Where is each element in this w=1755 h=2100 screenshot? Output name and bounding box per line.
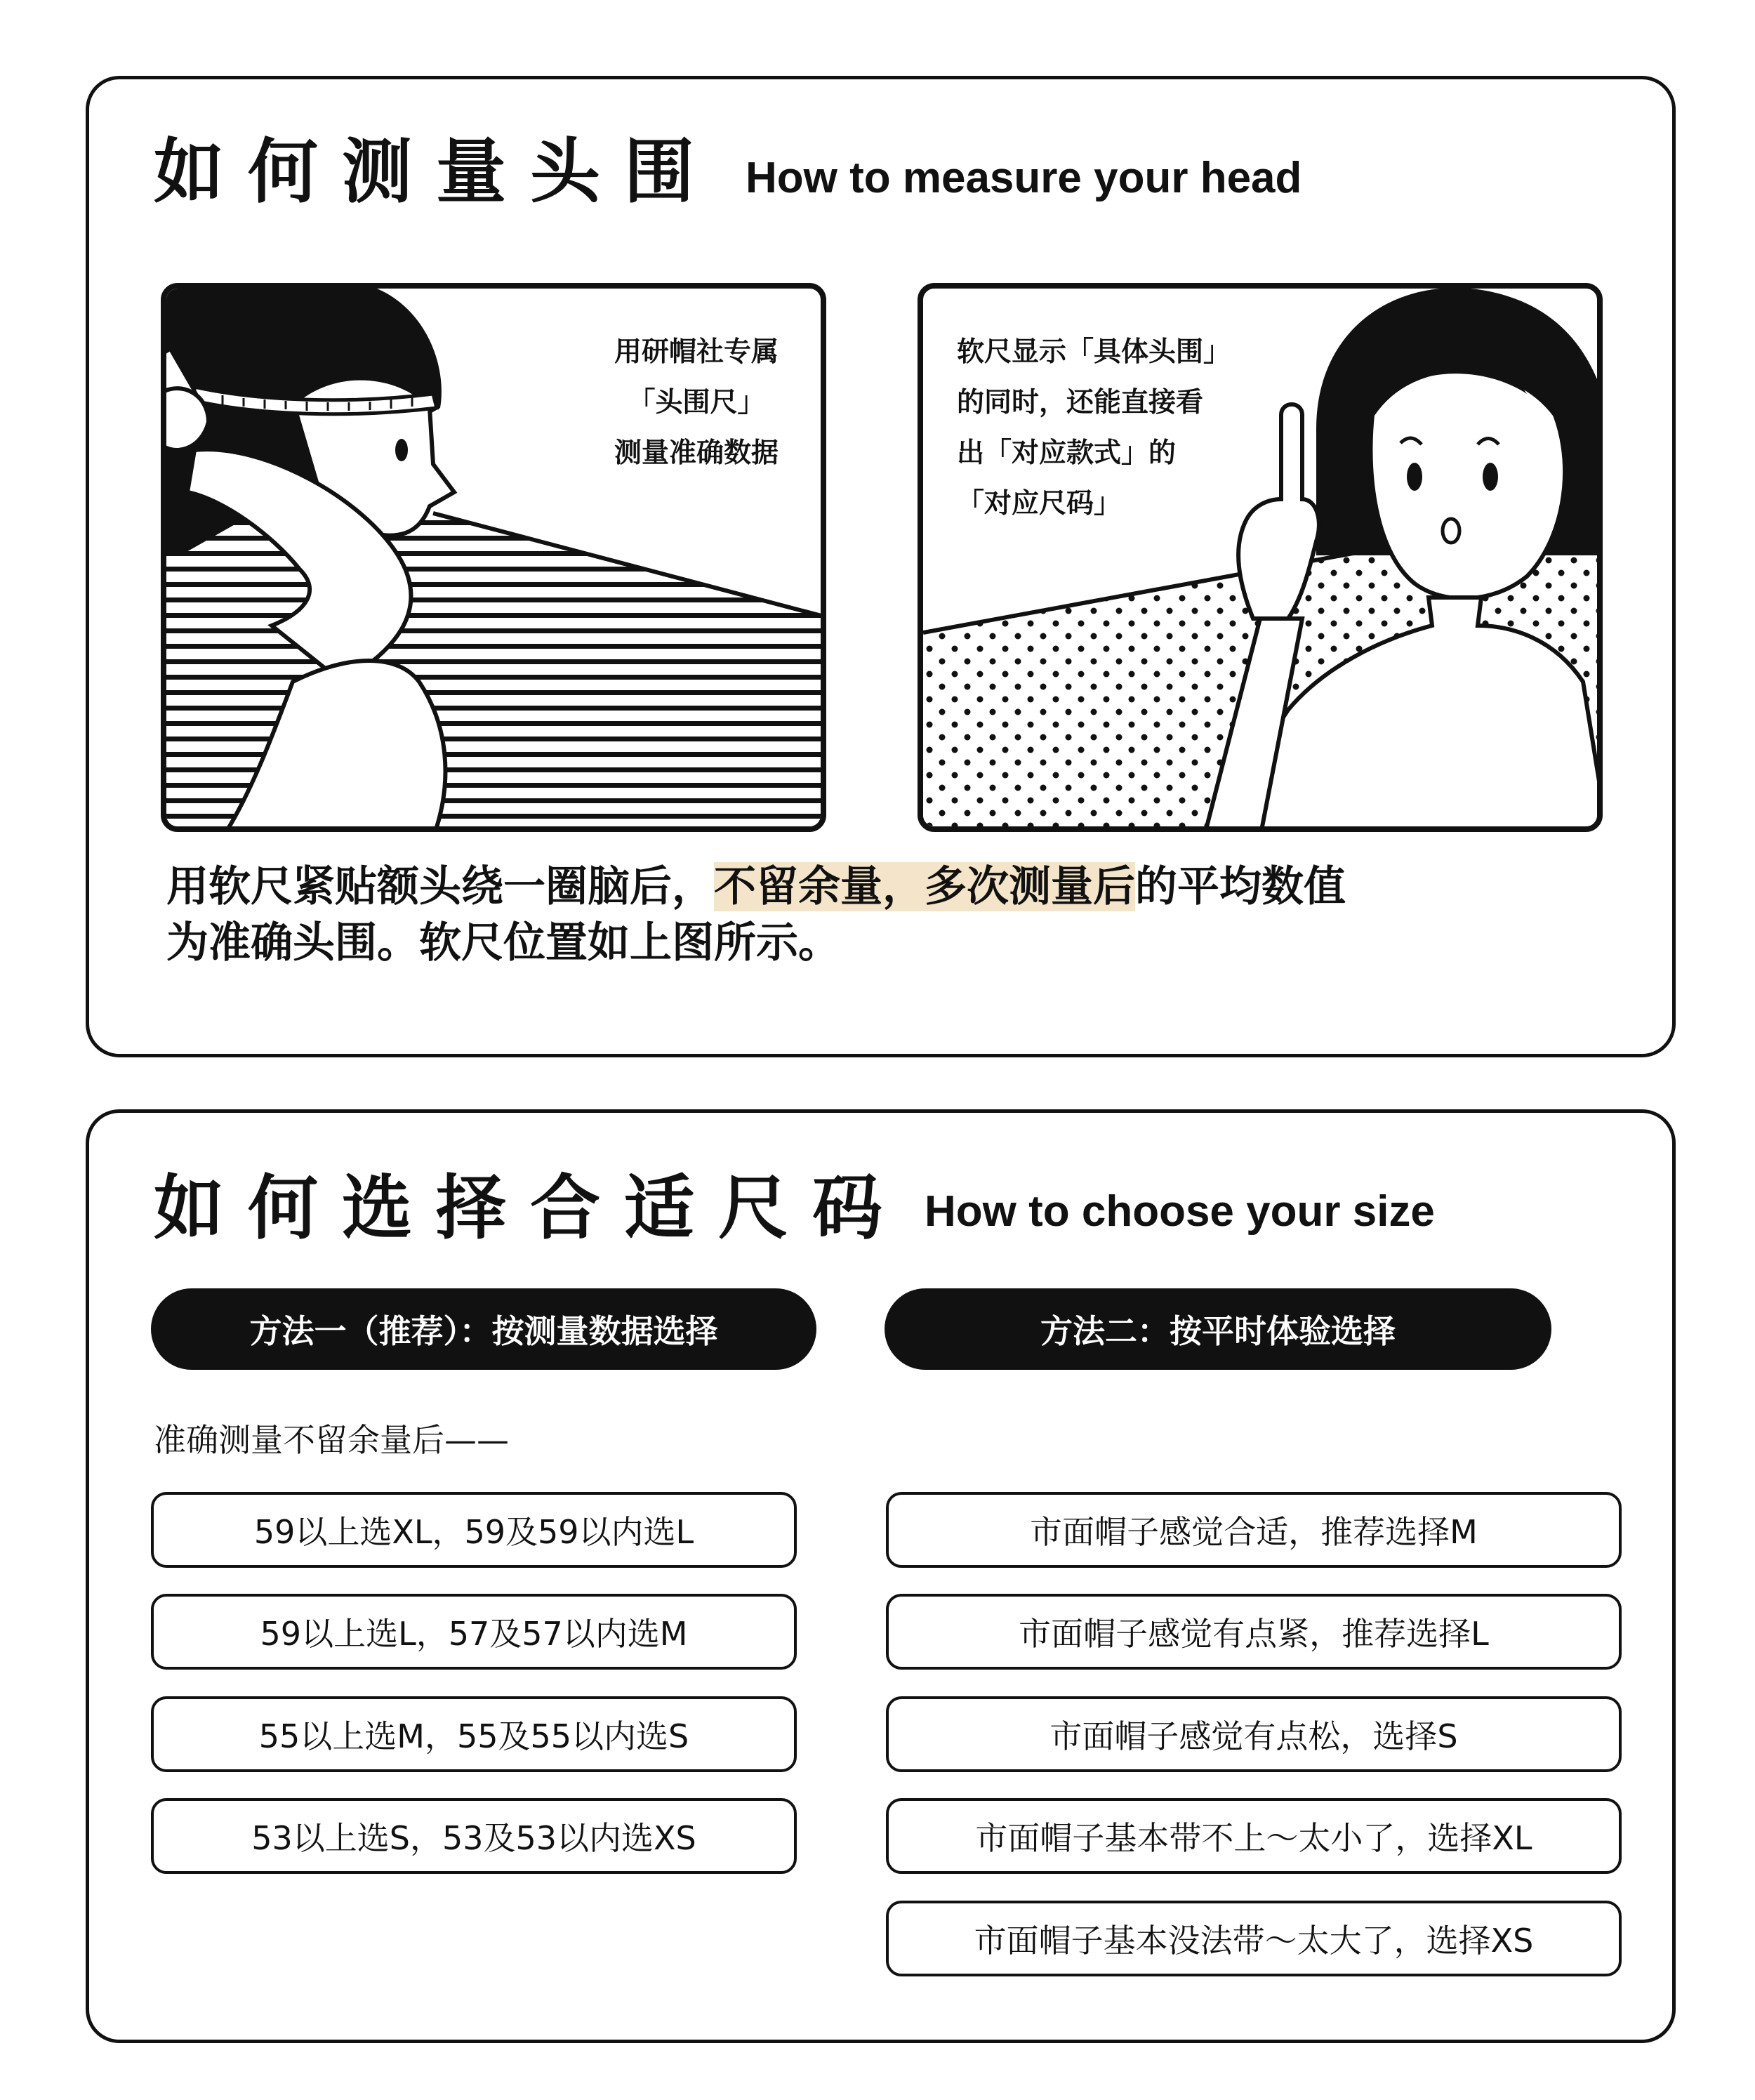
method2-option: 市面帽子感觉有点紧，推荐选择L (886, 1594, 1622, 1670)
panel2-line: 的同时，还能直接看 (957, 387, 1204, 418)
caption-line-2: 为准确头围。软尺位置如上图所示。 (166, 918, 840, 968)
panel2-line: 出「对应款式」的 (957, 437, 1177, 469)
panel1-text (581, 327, 812, 479)
method1-label: 方法一（推荐）：按测量数据选择 (151, 1288, 816, 1370)
caption-highlight: 不留余量，多次测量后 (714, 862, 1135, 911)
caption-line-1 (166, 859, 1346, 915)
panel1-line: 用研帽社专属 (614, 336, 779, 368)
measure-title-en: How to measure your head (746, 154, 1302, 202)
measure-caption (166, 859, 1346, 971)
method2-option: 市面帽子感觉有点松，选择S (886, 1696, 1622, 1772)
method1-option: 55以上选M，55及55以内选S (151, 1696, 797, 1772)
panel-measuring (161, 283, 826, 832)
panel2-line: 「对应尺码」 (957, 488, 1122, 520)
caption-text: 用软尺紧贴额头绕一圈脑后， (166, 862, 714, 911)
panel-size-display (918, 283, 1603, 832)
measure-title-cn: 如何测量头围 (154, 131, 718, 213)
method1-option: 59以上选L，57及57以内选M (151, 1594, 797, 1670)
caption-text: 的平均数值 (1135, 862, 1346, 911)
measure-head-card (86, 76, 1676, 1057)
size-title-en: How to choose your size (925, 1187, 1435, 1236)
method1-option: 59以上选XL，59及59以内选L (151, 1492, 797, 1568)
panel1-line: 「头围尺」 (628, 387, 765, 418)
panel1-line: 测量准确数据 (614, 437, 779, 469)
size-title-cn: 如何选择合适尺码 (154, 1167, 906, 1249)
method2-label: 方法二：按平时体验选择 (885, 1288, 1551, 1370)
method2-option: 市面帽子基本带不上～太小了，选择XL (886, 1798, 1622, 1874)
panel2-line: 软尺显示「具体头围」 (957, 336, 1231, 368)
method2-option: 市面帽子感觉合适，推荐选择M (886, 1492, 1622, 1568)
method1-intro: 准确测量不留余量后—— (154, 1421, 509, 1459)
method2-option: 市面帽子基本没法带～太大了，选择XS (886, 1901, 1622, 1976)
method1-option: 53以上选S，53及53以内选XS (151, 1798, 797, 1874)
choose-size-card (86, 1109, 1676, 2043)
panel2-text (957, 327, 1231, 529)
